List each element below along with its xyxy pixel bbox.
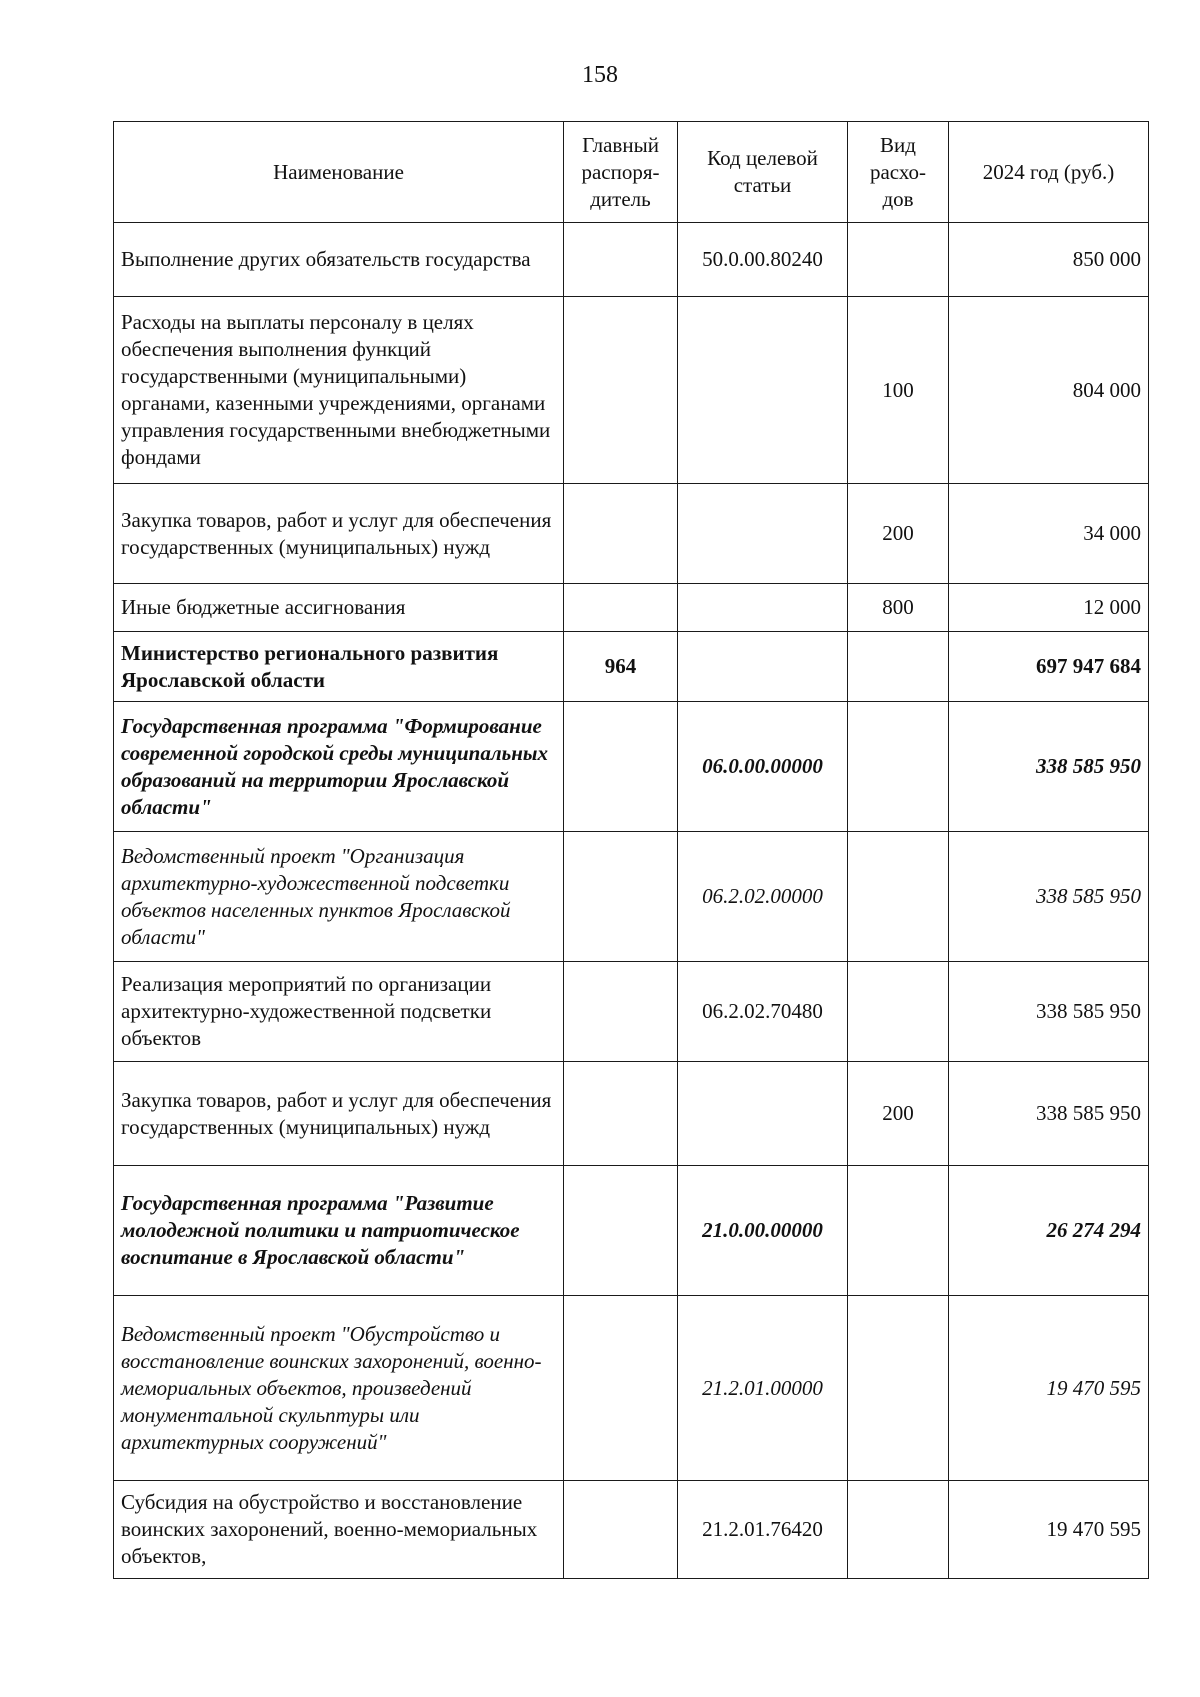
- row-name: Реализация мероприятий по организации архитектурно-художественной подсветки объектов: [114, 962, 564, 1062]
- table-row: [114, 1296, 1149, 1481]
- header-manager: Главный распоря-дитель: [564, 122, 678, 223]
- row-name: Государственная программа "Развитие молодежной политики и патриотическое воспитание в Ярославской области": [114, 1166, 564, 1296]
- row-code: 21.2.01.00000: [678, 1296, 848, 1481]
- row-manager: [564, 584, 678, 632]
- row-name: Закупка товаров, работ и услуг для обеспечения государственных (муниципальных) нужд: [114, 1062, 564, 1166]
- row-name: Расходы на выплаты персоналу в целях обеспечения выполнения функций государственными (муниципальными) органами, казенными учреждениями, органами управления государственными внебюджетными фондами: [114, 297, 564, 484]
- row-amount: 34 000: [949, 484, 1149, 584]
- row-code: [678, 1062, 848, 1166]
- row-kind: [848, 832, 949, 962]
- row-name: Ведомственный проект "Организация архитектурно-художественной подсветки объектов населенных пунктов Ярославской области": [114, 832, 564, 962]
- row-manager: 964: [564, 632, 678, 702]
- table-row: [114, 1166, 1149, 1296]
- row-amount: 338 585 950: [949, 702, 1149, 832]
- table-row: [114, 1481, 1149, 1579]
- row-manager: [564, 1296, 678, 1481]
- row-kind: [848, 1296, 949, 1481]
- row-code: [678, 632, 848, 702]
- row-kind: 200: [848, 1062, 949, 1166]
- row-manager: [564, 1481, 678, 1579]
- row-amount: 26 274 294: [949, 1166, 1149, 1296]
- row-kind: 800: [848, 584, 949, 632]
- table-row: [114, 632, 1149, 702]
- table-row: [114, 1062, 1149, 1166]
- row-kind: [848, 702, 949, 832]
- row-kind: [848, 1166, 949, 1296]
- row-code: 06.2.02.70480: [678, 962, 848, 1062]
- row-name: Иные бюджетные ассигнования: [114, 584, 564, 632]
- row-manager: [564, 702, 678, 832]
- row-amount: 338 585 950: [949, 832, 1149, 962]
- row-manager: [564, 832, 678, 962]
- page-number: 158: [582, 62, 618, 88]
- row-code: 21.2.01.76420: [678, 1481, 848, 1579]
- row-kind: [848, 632, 949, 702]
- row-amount: 850 000: [949, 223, 1149, 297]
- row-name: Выполнение других обязательств государства: [114, 223, 564, 297]
- row-code: 21.0.00.00000: [678, 1166, 848, 1296]
- row-amount: 12 000: [949, 584, 1149, 632]
- row-amount: 19 470 595: [949, 1296, 1149, 1481]
- header-amount: 2024 год (руб.): [949, 122, 1149, 223]
- row-manager: [564, 962, 678, 1062]
- table-row: [114, 962, 1149, 1062]
- row-kind: [848, 1481, 949, 1579]
- table-header-row: [114, 122, 1149, 223]
- table-row: [114, 702, 1149, 832]
- row-amount: 804 000: [949, 297, 1149, 484]
- row-manager: [564, 297, 678, 484]
- row-manager: [564, 1166, 678, 1296]
- row-code: 06.0.00.00000: [678, 702, 848, 832]
- row-code: [678, 584, 848, 632]
- row-code: [678, 484, 848, 584]
- row-kind: [848, 962, 949, 1062]
- row-code: 06.2.02.00000: [678, 832, 848, 962]
- row-manager: [564, 223, 678, 297]
- row-manager: [564, 1062, 678, 1166]
- row-manager: [564, 484, 678, 584]
- row-kind: 200: [848, 484, 949, 584]
- table-row: [114, 832, 1149, 962]
- budget-table: [113, 121, 1149, 1579]
- header-kind: Вид расхо-дов: [848, 122, 949, 223]
- row-name: Ведомственный проект "Обустройство и восстановление воинских захоронений, военно-мемориальных объектов, произведений монументальной скульптуры или архитектурных сооружений": [114, 1296, 564, 1481]
- row-code: [678, 297, 848, 484]
- table-row: [114, 484, 1149, 584]
- row-amount: 697 947 684: [949, 632, 1149, 702]
- row-kind: 100: [848, 297, 949, 484]
- row-amount: 338 585 950: [949, 962, 1149, 1062]
- row-kind: [848, 223, 949, 297]
- header-code: Код целевой статьи: [678, 122, 848, 223]
- row-name: Министерство регионального развития Ярославской области: [114, 632, 564, 702]
- table-body: [114, 223, 1149, 1579]
- row-name: Закупка товаров, работ и услуг для обеспечения государственных (муниципальных) нужд: [114, 484, 564, 584]
- row-amount: 338 585 950: [949, 1062, 1149, 1166]
- table-row: [114, 297, 1149, 484]
- table-row: [114, 584, 1149, 632]
- header-name: Наименование: [114, 122, 564, 223]
- table-row: [114, 223, 1149, 297]
- row-name: Субсидия на обустройство и восстановление воинских захоронений, военно-мемориальных объектов,: [114, 1481, 564, 1579]
- row-amount: 19 470 595: [949, 1481, 1149, 1579]
- row-name: Государственная программа "Формирование современной городской среды муниципальных образований на территории Ярославской области": [114, 702, 564, 832]
- row-code: 50.0.00.80240: [678, 223, 848, 297]
